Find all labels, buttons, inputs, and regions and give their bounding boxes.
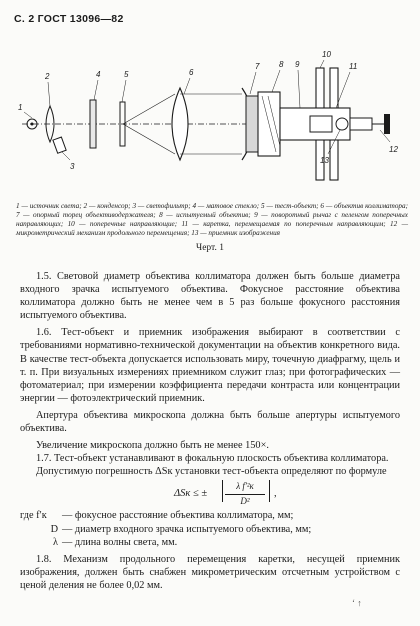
label-12: 12 [389, 145, 398, 154]
label-7: 7 [255, 62, 260, 71]
collimator-lens [172, 88, 188, 160]
optical-scheme-figure [10, 42, 410, 202]
label-4: 4 [96, 70, 101, 79]
legend-row [20, 523, 400, 536]
formula [20, 480, 400, 506]
legend-description: — диаметр входного зрачка испытуемого объектива, мм; [62, 523, 312, 535]
paragraph-permissible: Допустимую погрешность ΔSк установки тест-объекта определяют по формуле [36, 466, 387, 478]
paragraph-1-5: 1.5. Световой диаметр объектива коллиматора должен быть больше диаметра входного зрачка испытуемого объектива. Фокусное расстояние объектива коллиматора должно быть не менее чем в 5 раз больше фокусного расстояния испытуемого объектива. [20, 271, 400, 322]
paragraph-1-8: 1.8. Механизм продольного перемещения каретки, несущей приемник изображения, должен быть снабжен микрометрическим отсчетным устройством с ценой деления не более 0,02 мм. [20, 553, 400, 591]
legend-symbol: где f′к [20, 510, 47, 522]
page-header: С. 2 ГОСТ 13096—82 [14, 13, 124, 25]
body-text [20, 270, 400, 592]
micrometer-mechanism [350, 118, 372, 130]
formula-lhs: ΔSк ≤ ± [174, 488, 208, 500]
figure-caption: 1 — источник света; 2 — конденсор; 3 — светофильтр; 4 — матовое стекло; 5 — тест-объект; 6 — объектив коллиматора; 7 — опорный торец объективодержателя; 8 — испытуемый объектив; 9 — поворотный рычаг с пеленгом поперечных направляющих; 10 — поперечные направляющие; 11 — каретка, перемещаемая по поперечным направляющим; 12 — микрометрический механизм продольного перемещения; 13 — приемник изображения [16, 202, 408, 237]
label-11: 11 [349, 62, 358, 71]
label-8: 8 [279, 60, 284, 69]
footer-mark: ʻ ↑ [352, 598, 362, 608]
label-3: 3 [70, 162, 75, 171]
light-filter [53, 137, 66, 153]
label-13: 13 [320, 156, 329, 165]
paragraph-magnification: Увеличение микроскопа должно быть не менее 150×. [36, 440, 269, 452]
paragraph-1-7: 1.7. Тест-объект устанавливают в фокальную плоскость объектива коллиматора. [36, 453, 389, 465]
paragraph-1-6: 1.6. Тест-объект и приемник изображения выбирают в соответствии с требованиями нормативно-технической документации на объектив конкретного вида. В качестве тест-объекта допускается использовать миру, точечную диафрагму, щель и т. п. При визуальных измерениях приемником служит глаз; при фотографических — фотоматериал; при измерении коэффициента передачи контраста или концентрации энергии — фотоэлектрический приемник. [20, 327, 400, 404]
legend-description: — фокусное расстояние объектива коллиматора, мм; [62, 510, 294, 522]
matte-glass [90, 100, 96, 148]
legend-symbol: λ [53, 536, 58, 548]
formula-legend [20, 509, 400, 548]
legend-symbol: D [50, 523, 58, 535]
paragraph-aperture: Апертура объектива микроскопа должна быть больше апертуры испытуемого объектива. [20, 409, 400, 435]
label-10: 10 [322, 50, 331, 59]
label-9: 9 [295, 60, 300, 69]
legend-description: — длина волны света, мм. [62, 536, 178, 548]
label-2: 2 [45, 72, 50, 81]
legend-row [20, 509, 400, 522]
support-end [246, 96, 258, 152]
formula-fraction [225, 480, 265, 507]
formula-numerator: λ f′²к [225, 480, 265, 494]
label-6: 6 [189, 68, 194, 77]
label-1: 1 [18, 103, 23, 112]
formula-denominator: D² [240, 495, 250, 506]
figure-title: Черт. 1 [196, 243, 224, 253]
formula-tail: , [274, 488, 277, 500]
label-5: 5 [124, 70, 129, 79]
legend-row [20, 536, 400, 549]
